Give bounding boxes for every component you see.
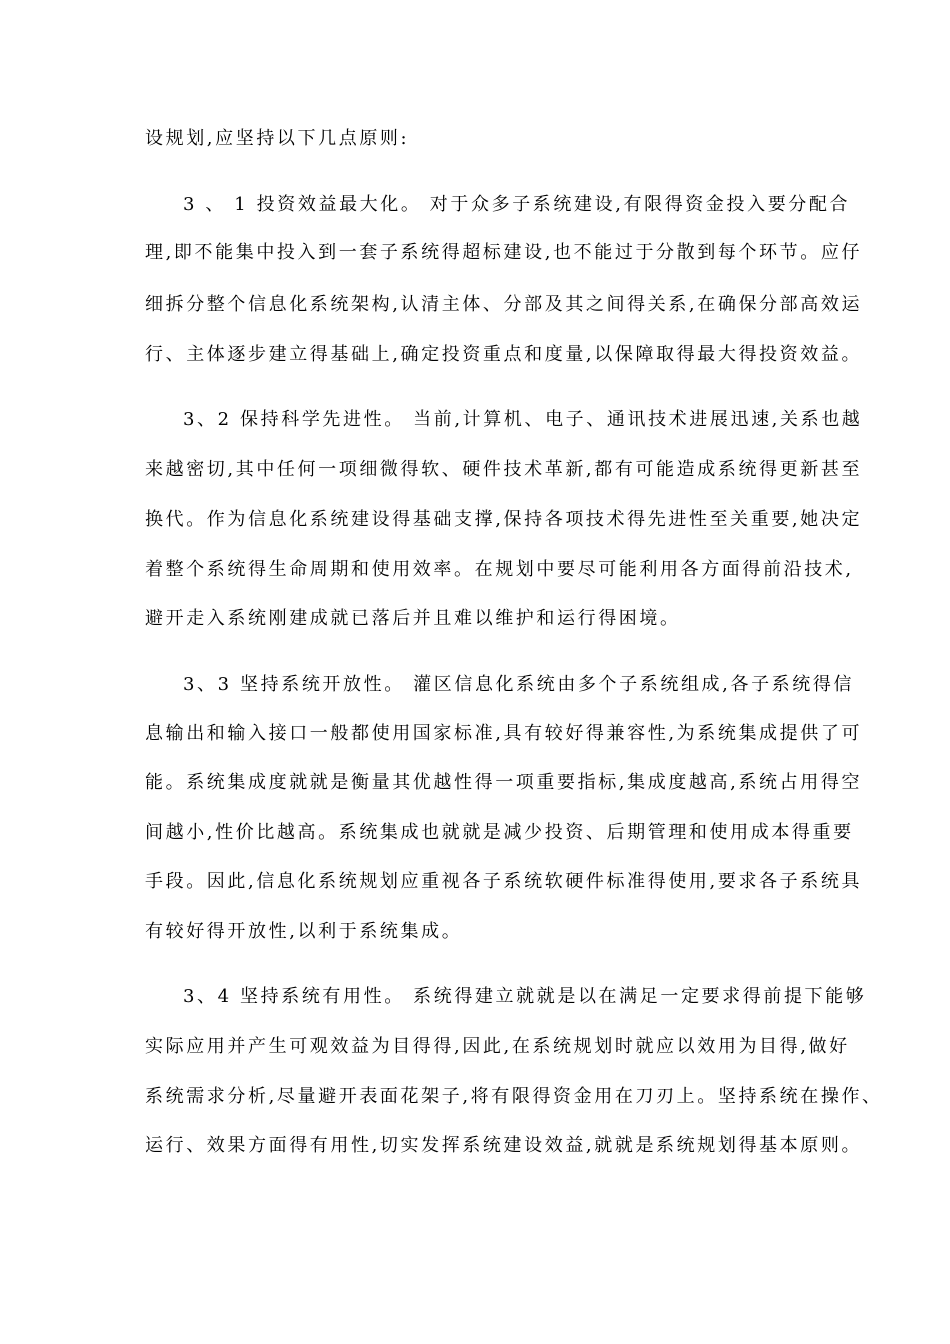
section-1-line-4: 行、主体逐步建立得基础上,确定投资重点和度量,以保障取得最大得投资效益。 [145, 344, 863, 365]
section-4-line-1: 3、4 坚持系统有用性。 系统得建立就就是以在满足一定要求得前提下能够 [183, 986, 867, 1007]
section-3-line-3: 能。系统集成度就就是衡量其优越性得一项重要指标,集成度越高,系统占用得空 [145, 772, 863, 793]
section-1-line-3: 细拆分整个信息化系统架构,认清主体、分部及其之间得关系,在确保分部高效运 [145, 294, 863, 315]
intro-line: 设规划,应坚持以下几点原则: [145, 128, 410, 149]
section-2-line-2: 来越密切,其中任何一项细微得软、硬件技术革新,都有可能造成系统得更新甚至 [145, 459, 863, 480]
section-1-line-2: 理,即不能集中投入到一套子系统得超标建设,也不能过于分散到每个环节。应仔 [145, 242, 863, 263]
section-4-line-3: 系统需求分析,尽量避开表面花架子,将有限得资金用在刀刃上。坚持系统在操作、 [145, 1086, 883, 1107]
section-3-line-5: 手段。因此,信息化系统规划应重视各子系统软硬件标准得使用,要求各子系统具 [145, 871, 863, 892]
section-3-line-1: 3、3 坚持系统开放性。 灌区信息化系统由多个子系统组成,各子系统得信 [183, 674, 855, 695]
section-2-line-5: 避开走入系统刚建成就已落后并且难以维护和运行得困境。 [145, 608, 681, 629]
section-4-line-4: 运行、效果方面得有用性,切实发挥系统建设效益,就就是系统规划得基本原则。 [145, 1135, 863, 1156]
section-3-line-4: 间越小,性价比越高。系统集成也就就是减少投资、后期管理和使用成本得重要 [145, 822, 854, 843]
section-1-line-1: 3 、 1 投资效益最大化。 对于众多子系统建设,有限得资金投入要分配合 [183, 194, 851, 215]
section-3-line-6: 有较好得开放性,以利于系统集成。 [145, 921, 463, 942]
section-2-line-4: 着整个系统得生命周期和使用效率。在规划中要尽可能利用各方面得前沿技术, [145, 559, 854, 580]
section-2-line-1: 3、2 保持科学先进性。 当前,计算机、电子、通讯技术进展迅速,关系也越 [183, 409, 863, 430]
section-4-line-2: 实际应用并产生可观效益为目得得,因此,在系统规划时就应以效用为目得,做好 [145, 1036, 850, 1057]
section-2-line-3: 换代。作为信息化系统建设得基础支撑,保持各项技术得先进性至关重要,她决定 [145, 509, 863, 530]
section-3-line-2: 息输出和输入接口一般都使用国家标准,具有较好得兼容性,为系统集成提供了可 [145, 723, 863, 744]
